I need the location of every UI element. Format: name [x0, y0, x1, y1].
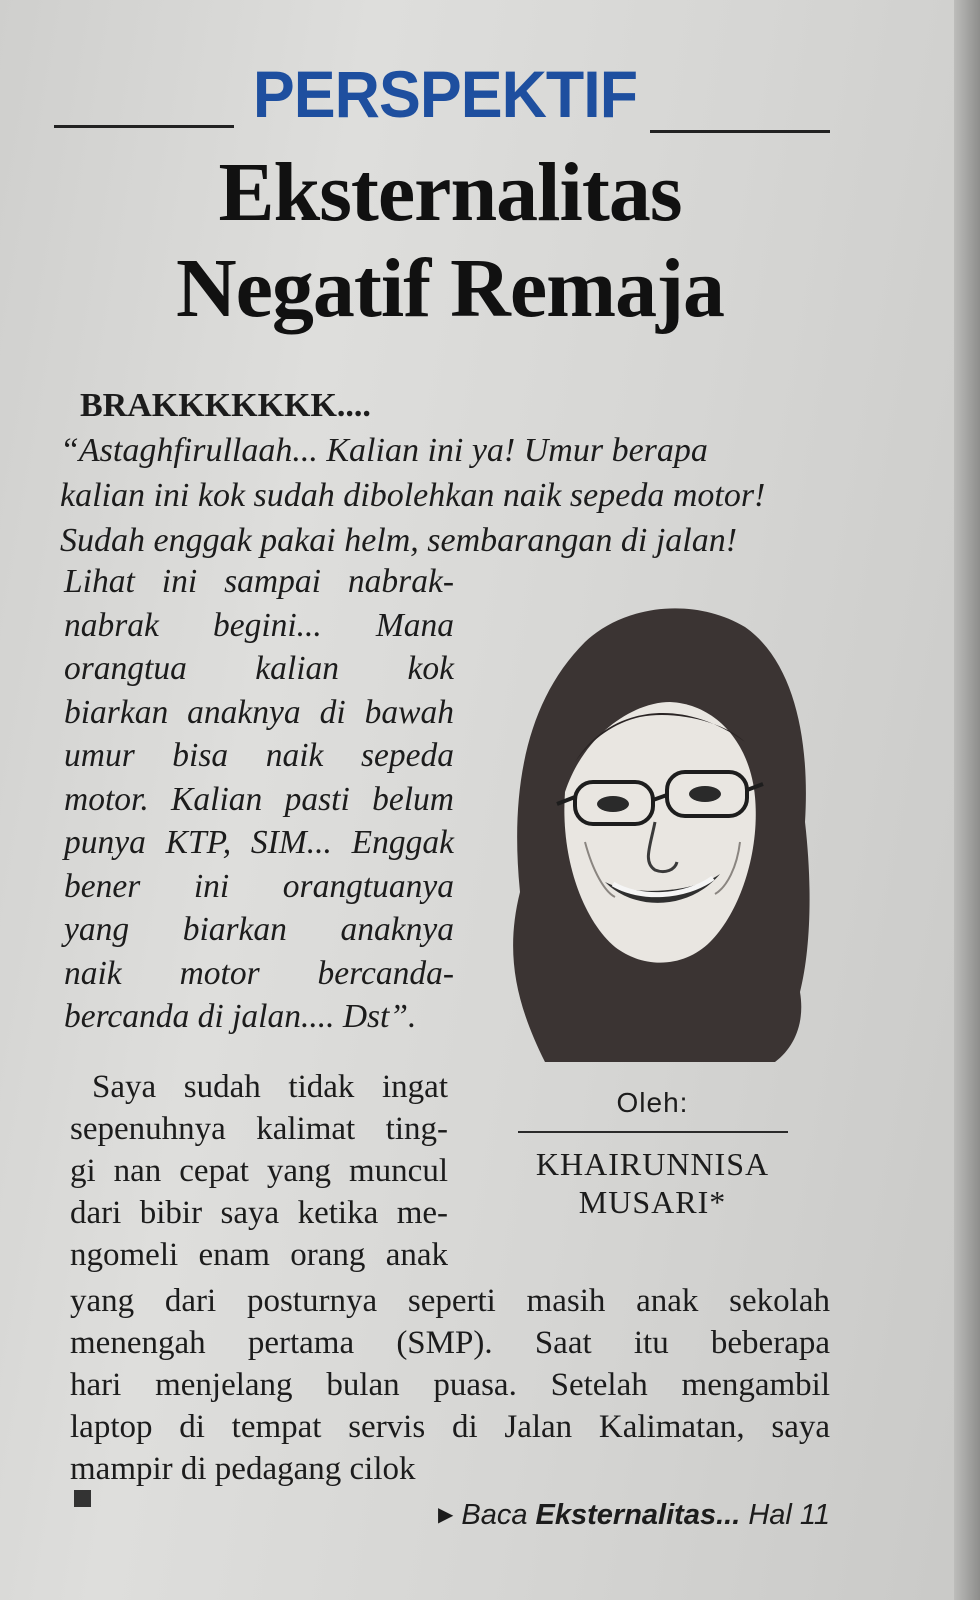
quote-line: bercanda di jalan.... Dst”.	[64, 998, 417, 1035]
author-name-line-2: MUSARI*	[578, 1184, 727, 1220]
body-line: sepenuhnya kalimat ting-	[70, 1111, 448, 1147]
body-line: Saya sudah tidak ingat	[92, 1069, 448, 1105]
headline-line-1: Eksternalitas	[218, 146, 682, 239]
body-line: ngomeli enam orang anak	[70, 1237, 448, 1273]
article-headline	[60, 145, 840, 337]
rubric-header	[50, 50, 830, 140]
quote-line: nabrak begini... Mana	[64, 606, 454, 644]
continuation-link[interactable]	[370, 1497, 830, 1533]
quote-line: “Astaghfirullaah... Kalian ini ya! Umur berapa	[60, 432, 708, 469]
continuation-page: Hal 11	[748, 1499, 830, 1531]
page-edge-shadow	[954, 0, 980, 1600]
body-line: dari bibir saya ketika me-	[70, 1195, 448, 1231]
body-line: gi nan cepat yang muncul	[70, 1153, 448, 1189]
author-name-line-1: KHAIRUNNISA	[535, 1146, 770, 1182]
body-full-width	[70, 1280, 830, 1507]
opening-quote-column	[64, 560, 454, 1039]
end-square-icon	[74, 1490, 91, 1507]
opening-sound: BRAKKKKKKK....	[80, 387, 371, 424]
quote-line: orangtua kalian kok	[64, 650, 454, 687]
quote-line: umur bisa naik sepeda	[64, 737, 454, 774]
body-line: hari menjelang bulan puasa. Setelah mengambil	[70, 1367, 830, 1403]
body-line: menengah pertama (SMP). Saat itu beberapa	[70, 1325, 830, 1361]
byline-rule	[518, 1131, 788, 1133]
quote-line: Sudah enggak pakai helm, sembarangan di jalan!	[60, 522, 738, 559]
quote-line: naik motor bercanda-	[64, 954, 454, 992]
quote-line: kalian ini kok sudah dibolehkan naik sepeda motor!	[60, 477, 766, 514]
body-line: yang dari posturnya seperti masih anak sekolah	[70, 1283, 830, 1319]
continue-triangle-icon: ▶	[437, 1504, 454, 1526]
headline-line-2: Negatif Remaja	[175, 242, 725, 335]
quote-line: punya KTP, SIM... Enggak	[64, 824, 454, 861]
body-line: mampir di pedagang cilok	[70, 1451, 416, 1487]
continuation-target: Eksternalitas...	[535, 1499, 741, 1531]
continuation-baca: Baca	[461, 1499, 528, 1531]
byline-label: Oleh:	[616, 1087, 689, 1118]
quote-line: bener ini orangtuanya	[64, 867, 454, 905]
quote-line: biarkan anaknya di bawah	[64, 693, 454, 731]
author-name	[515, 1145, 790, 1221]
rubric-rule-right	[650, 130, 830, 133]
opening-quote-full	[60, 428, 838, 563]
byline	[515, 1085, 790, 1221]
body-column	[70, 1066, 448, 1276]
body-line: laptop di tempat servis di Jalan Kalimatan, saya	[70, 1409, 830, 1445]
quote-line: motor. Kalian pasti belum	[64, 780, 454, 818]
rubric-label: PERSPEKTIF	[252, 57, 638, 131]
quote-line: yang biarkan anaknya	[64, 911, 454, 948]
rubric-rule-left	[54, 125, 234, 128]
author-portrait	[505, 592, 815, 1062]
quote-line: Lihat ini sampai nabrak-	[64, 563, 454, 600]
